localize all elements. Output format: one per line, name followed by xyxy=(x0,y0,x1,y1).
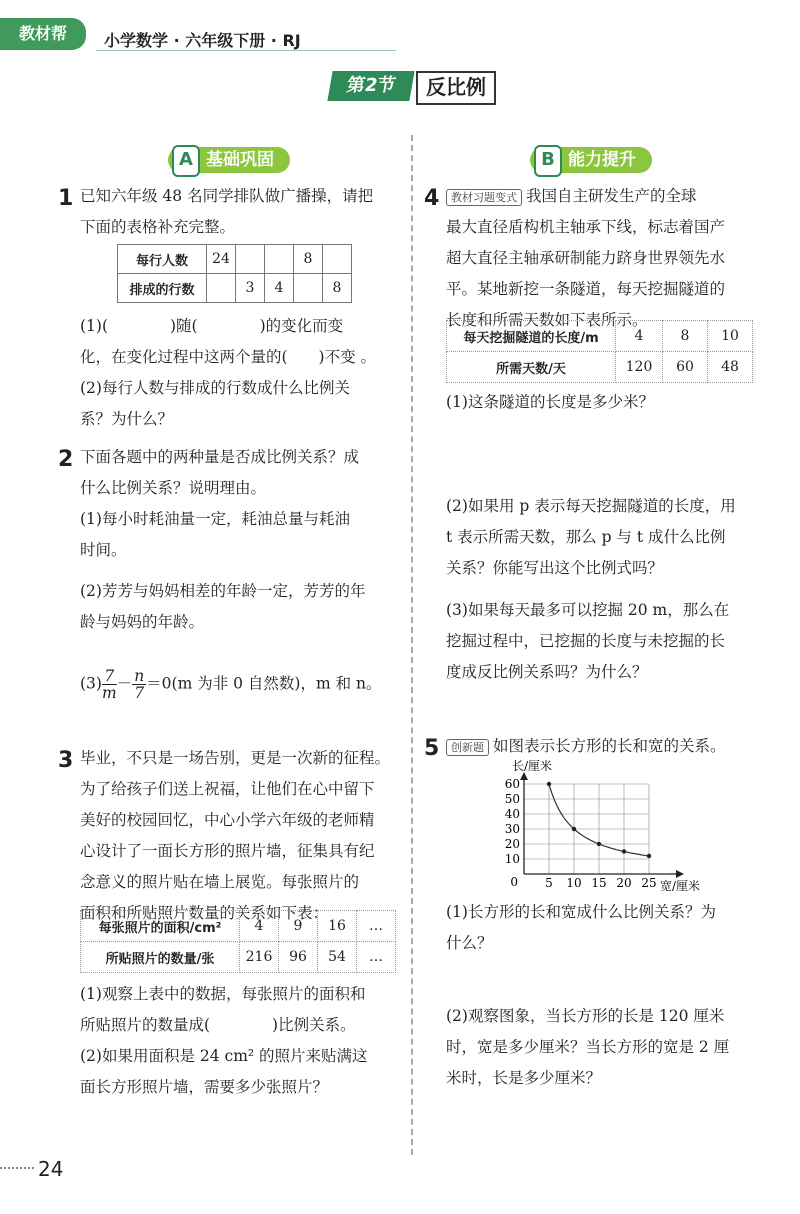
q5-chart xyxy=(490,760,720,900)
q3-s2a: (2)如果用面积是 24 cm² 的照片来贴满这 xyxy=(80,1047,368,1065)
q1-r1-c2 xyxy=(236,245,265,274)
chart-axes xyxy=(520,772,684,878)
q1-table-row2 xyxy=(118,274,352,303)
q3-number: 3 xyxy=(58,748,74,773)
q5-tag: 创新题 xyxy=(446,739,489,756)
page-number: 24 xyxy=(38,1157,64,1181)
q4-tag: 教材习题变式 xyxy=(446,189,522,206)
q2-part3 xyxy=(80,668,410,701)
q1-r2-c1 xyxy=(207,274,236,303)
q3-r1-c4: … xyxy=(357,911,396,942)
q1-r2-c2: 3 xyxy=(236,274,265,303)
q1-r2-c4 xyxy=(294,274,323,303)
q4-table-row2 xyxy=(447,352,753,383)
q5-s1b: 什么？ xyxy=(446,934,493,952)
q2-part2 xyxy=(80,576,402,638)
q3-r2-c2: 96 xyxy=(279,942,318,973)
q1-r2-c3: 4 xyxy=(265,274,294,303)
q1-table-row1 xyxy=(118,245,352,274)
q4-s1: (1)这条隧道的长度是多少米？ xyxy=(446,393,654,411)
q3-line4: 念意义的照片贴在墙上展览。每张照片的 xyxy=(80,873,360,891)
data-point xyxy=(572,827,576,831)
q3-line5: 面积和所贴照片数量的关系如下表： xyxy=(80,904,329,922)
column-divider xyxy=(411,135,413,1155)
data-point xyxy=(547,782,551,786)
q5-line1: 如图表示长方形的长和宽的关系。 xyxy=(493,737,726,755)
q3-subquestions xyxy=(80,979,406,1103)
brand-tab: 教材帮 xyxy=(0,18,86,50)
q4-table xyxy=(446,320,753,383)
part-b-letter: B xyxy=(534,145,562,177)
q1-line1: 已知六年级 48 名同学排队做广播操，请把 xyxy=(80,187,374,205)
x-axis-arrow xyxy=(676,870,684,878)
q2-s3-post: ＝0(m 为非 0 自然数)，m 和 n。 xyxy=(146,674,382,693)
q4-r1-c3: 10 xyxy=(708,321,753,352)
q3-r2-c0: 所贴照片的数量/张 xyxy=(81,942,240,973)
footer-dots xyxy=(0,1167,34,1172)
y-tick-label: 40 xyxy=(504,807,520,821)
part-b-label: 能力提升 xyxy=(568,150,636,170)
q4-line0: 我国自主研发生产的全球 xyxy=(526,187,697,205)
q3-r1-c2: 9 xyxy=(279,911,318,942)
q4-line2: 超大直径主轴承研制能力跻身世界领先水 xyxy=(446,249,726,267)
y-tick-label: 50 xyxy=(504,792,520,806)
x-tick-label: 25 xyxy=(641,876,657,890)
q1-r1-c0: 每行人数 xyxy=(118,245,207,274)
q4-stem xyxy=(446,181,776,336)
data-point xyxy=(622,849,626,853)
x-tick-label: 5 xyxy=(545,876,553,890)
q2-minus: － xyxy=(116,674,133,693)
q5-part2 xyxy=(446,1001,776,1094)
q4-s3c: 度成反比例关系吗？为什么？ xyxy=(446,663,648,681)
q4-table-row1 xyxy=(447,321,753,352)
q4-r2-c1: 120 xyxy=(616,352,663,383)
q4-s3a: (3)如果每天最多可以挖掘 20 m，那么在 xyxy=(446,601,730,619)
q2-s2a: (2)芳芳与妈妈相差的年龄一定，芳芳的年 xyxy=(80,582,366,600)
q2-frac1-num: 7 xyxy=(102,668,117,685)
q1-s1b: 化，在变化过程中这两个量的( )不变 。 xyxy=(80,348,377,366)
q3-s1b: 所贴照片的数量成( )比例关系。 xyxy=(80,1016,356,1034)
q2-frac1-den: m xyxy=(101,684,117,702)
q3-stem xyxy=(80,743,406,929)
q2-number: 2 xyxy=(58,447,74,472)
section-title: 反比例 xyxy=(416,71,496,105)
q4-r1-c1: 4 xyxy=(616,321,663,352)
x-axis-label: 宽/厘米 xyxy=(660,879,701,893)
q4-line1: 最大直径盾构机主轴承下线，标志着国产 xyxy=(446,218,726,236)
q2-frac2-num: n xyxy=(134,667,145,685)
y-tick-label: 60 xyxy=(504,777,520,791)
q3-r2-c4: … xyxy=(357,942,396,973)
q1-r1-c3 xyxy=(265,245,294,274)
q5-s2a: (2)观察图象，当长方形的长是 120 厘米 xyxy=(446,1007,725,1025)
q3-line1: 为了给孩子们送上祝福，让他们在心中留下 xyxy=(80,780,375,798)
q5-part1 xyxy=(446,897,776,959)
x-tick-label: 15 xyxy=(591,876,607,890)
q1-s2a: (2)每行人数与排成的行数成什么比例关 xyxy=(80,379,350,397)
x-tick-label: 10 xyxy=(566,876,582,890)
q2-fraction-2 xyxy=(132,668,146,701)
y-tick-label: 10 xyxy=(504,852,520,866)
data-point xyxy=(647,854,651,858)
q4-s2a: (2)如果用 p 表示每天挖掘隧道的长度，用 xyxy=(446,497,736,515)
q3-table xyxy=(80,910,396,973)
header-rule xyxy=(96,50,396,51)
q5-s1a: (1)长方形的长和宽成什么比例关系？为 xyxy=(446,903,716,921)
q3-r1-c0: 每张照片的面积/cm² xyxy=(81,911,240,942)
data-point xyxy=(597,842,601,846)
q4-s3b: 挖掘过程中，已挖掘的长度与未挖掘的长 xyxy=(446,632,726,650)
origin-label: 0 xyxy=(510,875,518,889)
q1-stem xyxy=(80,181,402,243)
section-badge: 第2节 xyxy=(327,71,414,101)
q3-table-row1 xyxy=(81,911,396,942)
q2-stem xyxy=(80,442,402,566)
q2-line1: 下面各题中的两种量是否成比例关系？成 xyxy=(80,448,360,466)
part-a-letter: A xyxy=(172,145,200,177)
q3-r1-c1: 4 xyxy=(240,911,279,942)
q5-s2b: 时，宽是多少厘米？当长方形的宽是 2 厘 xyxy=(446,1038,730,1056)
q2-s1b: 时间。 xyxy=(80,541,127,559)
q4-r2-c0: 所需天数/天 xyxy=(447,352,616,383)
q2-line2: 什么比例关系？说明理由。 xyxy=(80,479,267,497)
part-a-banner xyxy=(168,147,290,173)
part-a-label: 基础巩固 xyxy=(206,150,274,170)
q1-s2b: 系？为什么？ xyxy=(80,410,174,428)
part-b-banner xyxy=(530,147,652,173)
q4-r1-c2: 8 xyxy=(663,321,708,352)
chart-grid xyxy=(524,784,649,874)
q1-r2-c5: 8 xyxy=(323,274,352,303)
q3-line2: 美好的校园回忆，中心小学六年级的老师精 xyxy=(80,811,375,829)
q5-s2c: 米时，长是多少厘米？ xyxy=(446,1069,602,1087)
chart-ticks xyxy=(505,777,657,890)
q1-line2: 下面的表格补充完整。 xyxy=(80,218,236,236)
q3-r2-c3: 54 xyxy=(318,942,357,973)
q2-s2b: 龄与妈妈的年龄。 xyxy=(80,613,205,631)
y-axis-label: 长/厘米 xyxy=(512,760,553,773)
q3-s1a: (1)观察上表中的数据，每张照片的面积和 xyxy=(80,985,366,1003)
q4-s2c: 关系？你能写出这个比例式吗？ xyxy=(446,559,664,577)
x-tick-label: 20 xyxy=(616,876,632,890)
q1-r1-c4: 8 xyxy=(294,245,323,274)
y-axis-arrow xyxy=(520,772,528,780)
y-tick-label: 20 xyxy=(504,837,520,851)
q4-s2b: t 表示所需天数，那么 p 与 t 成什么比例 xyxy=(446,528,726,546)
q4-number: 4 xyxy=(424,186,440,211)
q2-frac2-den: 7 xyxy=(134,684,145,702)
q3-r1-c3: 16 xyxy=(318,911,357,942)
q1-r1-c1: 24 xyxy=(207,245,236,274)
q4-line3: 平。某地新挖一条隧道，每天挖掘隧道的 xyxy=(446,280,726,298)
q4-part3 xyxy=(446,595,776,688)
q4-line4: 长度和所需天数如下表所示。 xyxy=(446,311,648,329)
q1-subquestions xyxy=(80,311,402,435)
q1-table xyxy=(117,244,352,303)
q4-r2-c2: 60 xyxy=(663,352,708,383)
q1-r1-c5 xyxy=(323,245,352,274)
q3-line3: 心设计了一面长方形的照片墙，征集具有纪 xyxy=(80,842,375,860)
q4-r1-c0: 每天挖掘隧道的长度/m xyxy=(447,321,616,352)
q3-table-row2 xyxy=(81,942,396,973)
q4-r2-c3: 48 xyxy=(708,352,753,383)
q3-line0: 毕业，不只是一场告别，更是一次新的征程。 xyxy=(80,749,391,767)
book-subject: 小学数学 · 六年级下册 · RJ xyxy=(104,31,301,50)
q1-number: 1 xyxy=(58,186,74,211)
q2-fraction-1 xyxy=(102,668,117,701)
q4-part2 xyxy=(446,491,776,584)
y-tick-label: 30 xyxy=(504,822,520,836)
q1-r2-c0: 排成的行数 xyxy=(118,274,207,303)
q3-s2b: 面长方形照片墙，需要多少张照片？ xyxy=(80,1078,329,1096)
q3-r2-c1: 216 xyxy=(240,942,279,973)
q5-stem xyxy=(446,731,776,762)
q5-number: 5 xyxy=(424,736,440,761)
q1-s1a: (1)( )随( )的变化而变 xyxy=(80,317,344,335)
q2-s1a: (1)每小时耗油量一定，耗油总量与耗油 xyxy=(80,510,350,528)
q2-s3-pre: (3) xyxy=(80,674,102,693)
